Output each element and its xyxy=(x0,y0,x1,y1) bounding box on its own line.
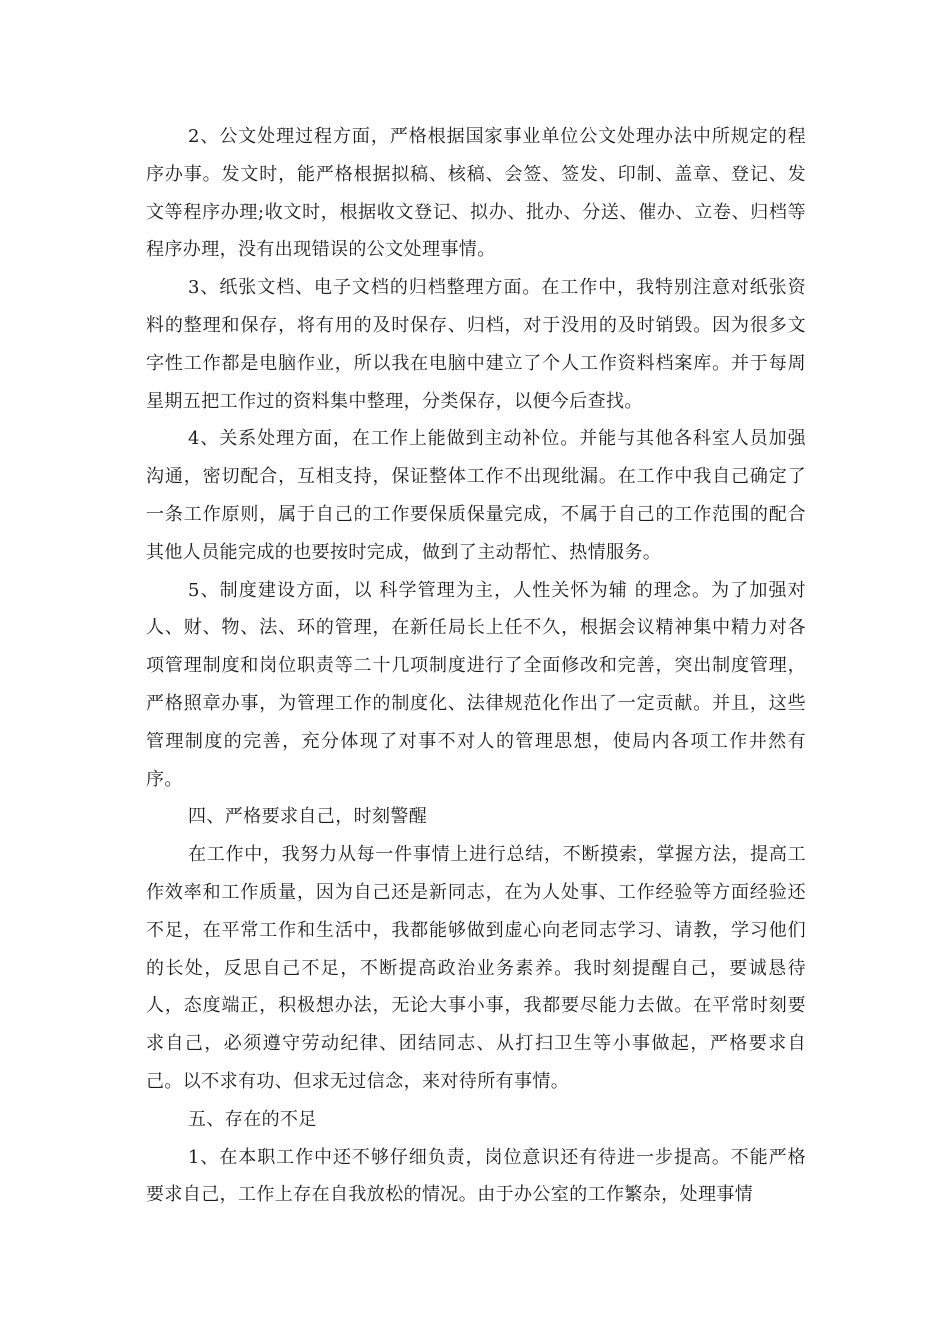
paragraph-self-discipline: 在工作中，我努力从每一件事情上进行总结，不断摸索，掌握方法，提高工作效率和工作质量，因为自己还是新同志，在为人处事、工作经验等方面经验还不足，在平常工作和生活中，我都能够做到虚心向老同志学习、请教，学习他们的长处，反思自己不足，不断提高政治业务素养。我时刻提醒自己，要诚恳待人，态度端正，积极想办法，无论大事小事，我都要尽能力去做。在平常时刻要求自己，必须遵守劳动纪律、团结同志、从打扫卫生等小事做起，严格要求自己。以不求有功、但求无过信念，来对待所有事情。 xyxy=(146,844,806,1092)
section-heading-shortcomings: 五、存在的不足 xyxy=(188,1108,317,1130)
paragraph-document-processing: 2、公文处理过程方面，严格根据国家事业单位公文处理办法中所规定的程序办事。发文时，能严格根据拟稿、核稿、会签、签发、印制、盖章、登记、发文等程序办理;收文时，根据收文登记、拟办、批办、分送、催办、立卷、归档等程序办理，没有出现错误的公文处理事情。 xyxy=(146,126,806,261)
paragraph-archiving: 3、纸张文档、电子文档的归档整理方面。在工作中，我特别注意对纸张资料的整理和保存，将有用的及时保存、归档，对于没用的及时销毁。因为很多文字性工作都是电脑作业，所以我在电脑中建立了个人工作资料档案库。并于每周星期五把工作过的资料集中整理，分类保存，以便今后查找。 xyxy=(146,277,806,412)
paragraph-relationship-handling: 4、关系处理方面，在工作上能做到主动补位。并能与其他各科室人员加强沟通，密切配合，互相支持，保证整体工作不出现纰漏。在工作中我自己确定了一条工作原则，属于自己的工作要保质保量完成，不属于自己的工作范围的配合其他人员能完成的也要按时完成，做到了主动帮忙、热情服务。 xyxy=(146,428,806,563)
document-body xyxy=(146,118,806,1214)
paragraph-shortcomings-1: 1、在本职工作中还不够仔细负责，岗位意识还有待进一步提高。不能严格要求自己，工作上存在自我放松的情况。由于办公室的工作繁杂，处理事情 xyxy=(146,1146,806,1206)
paragraph-system-building: 5、制度建设方面，以 科学管理为主，人性关怀为辅 的理念。为了加强对人、财、物、法、环的管理，在新任局长上任不久，根据会议精神集中精力对各项管理制度和岗位职责等二十几项制度进行了全面修改和完善，突出制度管理，严格照章办事，为管理工作的制度化、法律规范化作出了一定贡献。并且，这些管理制度的完善，充分体现了对事不对人的管理思想，使局内各项工作井然有序。 xyxy=(146,579,806,790)
section-heading-self-discipline: 四、严格要求自己，时刻警醒 xyxy=(188,806,428,828)
